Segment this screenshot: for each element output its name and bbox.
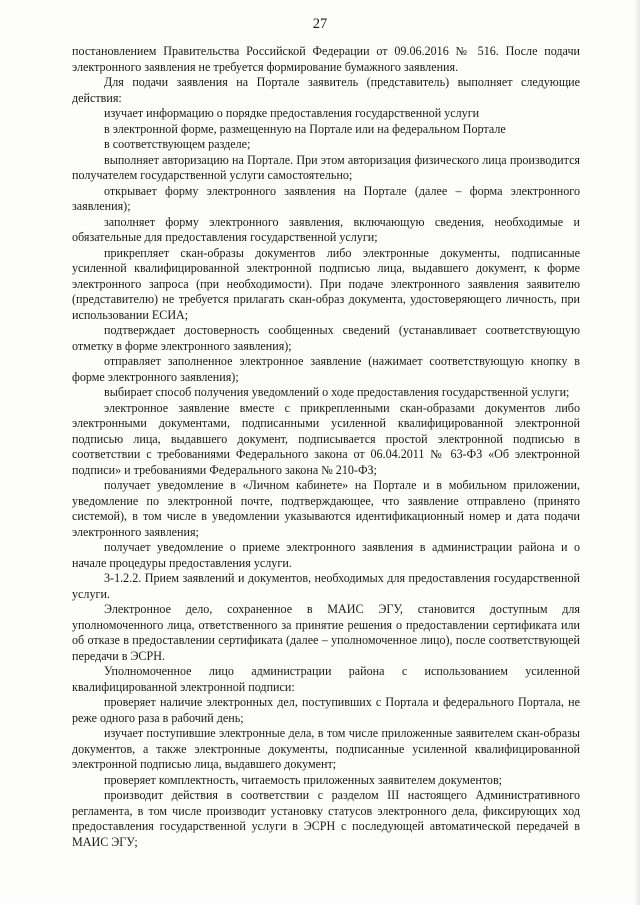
paragraph: выбирает способ получения уведомлений о ходе предоставления государственной услуги;: [104, 385, 570, 399]
paragraph: Электронное дело, сохраненное в МАИС ЭГУ, становится доступным для уполномоченного лица, ответственного за принятие решения о предоставлении сертификата или об отказе в предоставлении сертификата (далее – уполномоченное лицо), после соответствующей передачи в ЭСРН.: [72, 602, 580, 663]
paragraph: постановлением Правительства Российской Федерации от 09.06.2016 № 516. После подачи электронного заявления не требуется формирование бумажного заявления.: [72, 44, 580, 74]
paragraph: проверяет комплектность, читаемость приложенных заявителем документов;: [104, 772, 503, 787]
page-number: 27: [312, 16, 328, 32]
paragraph: Уполномоченное лицо администрации района с использованием усиленной квалифицированной электронной подписи:: [72, 664, 580, 694]
paragraph: в электронной форме, размещенную на Портале или на федеральном Портале: [104, 121, 506, 136]
paragraph: выполняет авторизацию на Портале. При этом авторизация физического лица производится получателем государственной услуги самостоятельно;: [72, 152, 580, 182]
paragraph: производит действия в соответствии с разделом III настоящего Административного регламента, в том числе производит установку статусов электронного дела, фиксирующих ход предоставления государственной услуги в ЭСРН с последующей автоматической передачей в МАИС ЭГУ;: [72, 788, 580, 849]
paragraph: отправляет заполненное электронное заявление (нажимает соответствующую кнопку в форме электронного заявления);: [72, 354, 580, 384]
paragraph: в соответствующем разделе;: [104, 137, 251, 151]
paragraph: изучает поступившие электронные дела, в том числе приложенные заявителем скан-образы документов, а также электронные документы, подписанные усиленной квалифицированной электронной подписью лица, выдавшего документ;: [72, 726, 580, 771]
paragraph: Для подачи заявления на Портале заявитель (представитель) выполняет следующие действия:: [72, 75, 580, 105]
section-heading: 3-1.2.2. Прием заявлений и документов, необходимых для предоставления государственной услуги.: [72, 571, 580, 601]
paragraph: открывает форму электронного заявления на Портале (далее – форма электронного заявления);: [72, 183, 580, 213]
paragraph: получает уведомление в «Личном кабинете» на Портале и в мобильном приложении, уведомление по электронной почте, подтверждающее, что заявление отправлено (принято системой), в том числе в уведомлении указываются идентификационный номер и дата подачи электронного заявления;: [72, 478, 580, 539]
page-edge-shadow: [634, 0, 640, 905]
document-body: [72, 44, 580, 850]
paragraph: получает уведомление о приеме электронного заявления в администрации района и о начале процедуры предоставления услуги.: [72, 540, 580, 570]
paragraph: подтверждает достоверность сообщенных сведений (устанавливает соответствующую отметку в форме электронного заявления);: [72, 323, 580, 353]
paragraph: заполняет форму электронного заявления, включающую сведения, необходимые и обязательные для предоставления государственной услуги;: [72, 214, 580, 244]
paragraph: электронное заявление вместе с прикрепленными скан-образами документов либо электронными документами, подписанными усиленной квалифицированной электронной подписью лица, выдавшего документ, подписывается простой электронной подписью в соответствии с требованиями Федерального закона от 06.04.2011 № 63-ФЗ «Об электронной подписи» и требованиями Федерального закона № 210-ФЗ;: [72, 400, 580, 477]
paragraph: прикрепляет скан-образы документов либо электронные документы, подписанные усиленной квалифицированной электронной подписью лица, выдавшего документ, к форме электронного запроса (при необходимости). При подаче электронного заявления заявителю (представителю) не требуется прилагать скан-образ документа, удостоверяющего личность, при использовании ЕСИА;: [72, 245, 580, 322]
paragraph: изучает информацию о порядке предоставления государственной услуги: [104, 106, 480, 120]
paragraph: проверяет наличие электронных дел, поступивших с Портала и федерального Портала, не реже одного раза в рабочий день;: [72, 695, 580, 725]
